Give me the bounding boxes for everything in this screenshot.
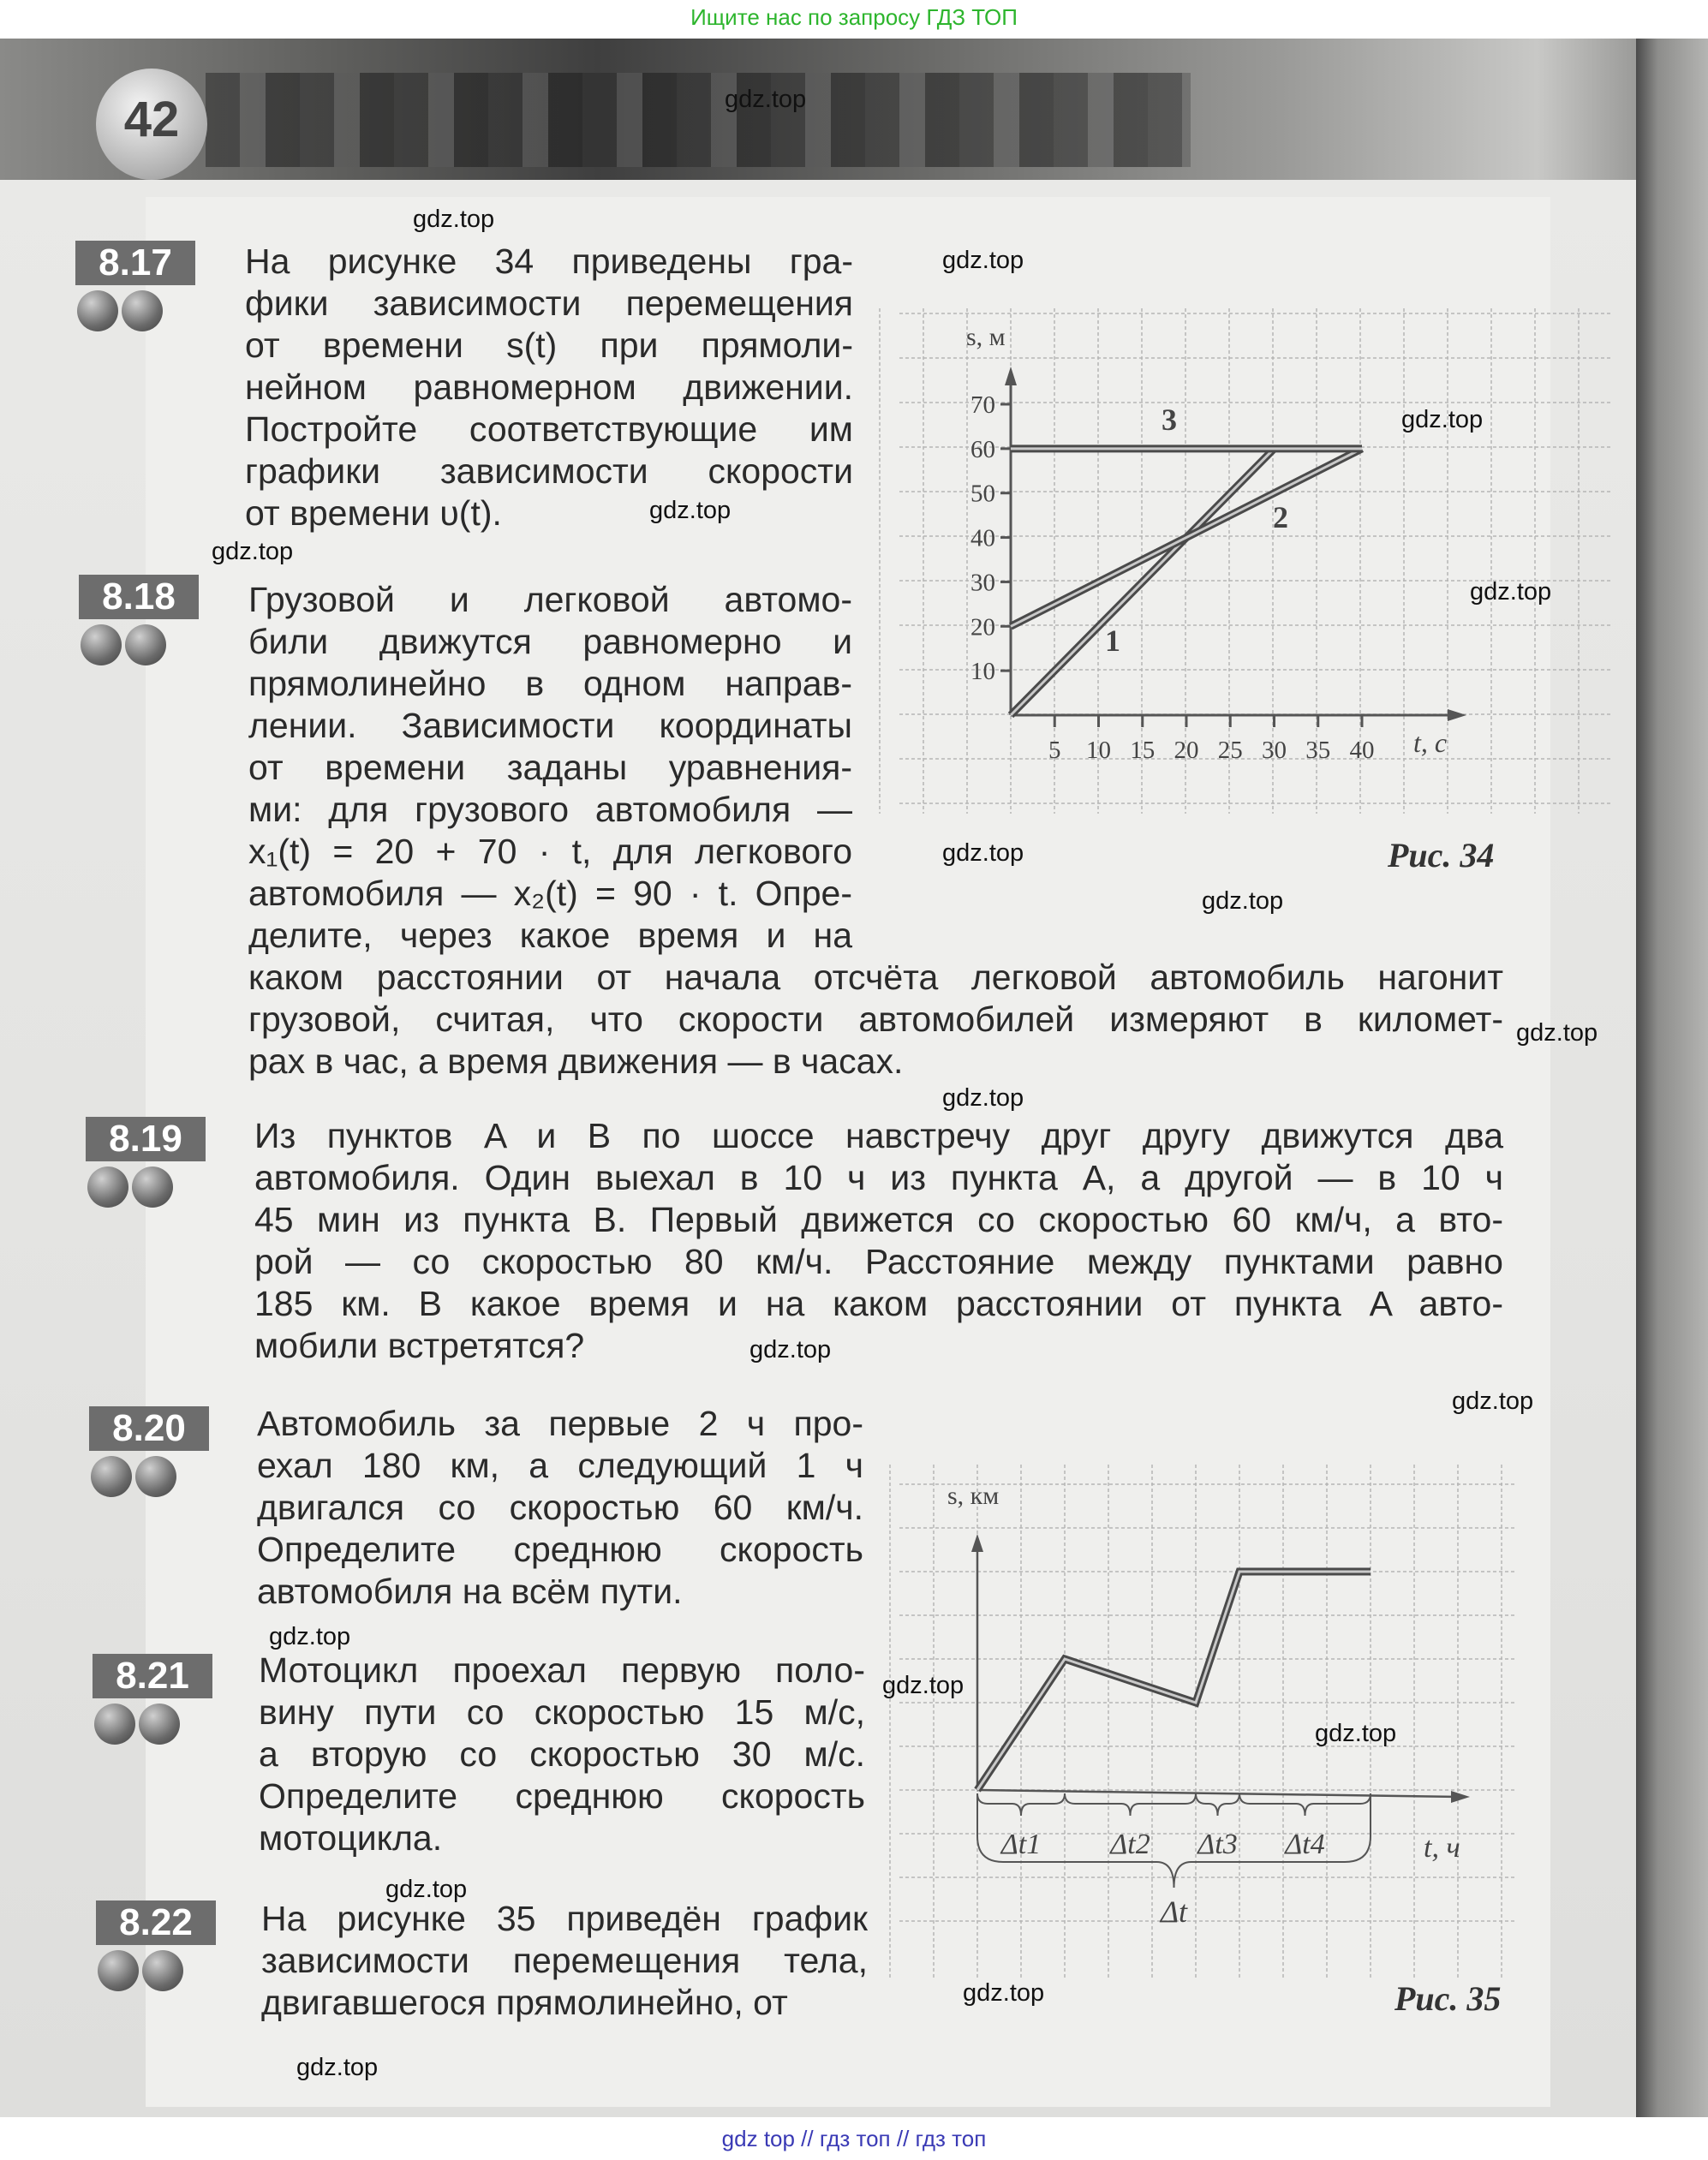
text-line: 185 км. В какое время и на каком расстоянии от пункта A авто- <box>254 1284 1503 1323</box>
watermark-link[interactable]: gdz.top <box>1470 578 1552 606</box>
text-line: лении. Зависимости координаты <box>248 706 852 745</box>
displacement-line <box>977 1572 1371 1790</box>
interval-label: Δt3 <box>1197 1829 1238 1860</box>
text-line: от времени υ(t). <box>245 493 502 533</box>
y-tick-label: 40 <box>970 524 995 552</box>
x-axis-arrow-icon <box>1448 709 1466 721</box>
series-2-line-inner <box>1011 449 1362 626</box>
text-line: автомобиля на всём пути. <box>257 1572 683 1611</box>
page-number: 42 <box>96 69 207 180</box>
watermark-link[interactable]: gdz.top <box>942 839 1024 867</box>
interval-brace <box>1065 1793 1196 1816</box>
series-label: 1 <box>1105 624 1120 658</box>
watermark-link[interactable]: gdz.top <box>649 497 732 524</box>
displacement-line-inner <box>977 1572 1371 1790</box>
text-line: Определите среднюю скорость <box>257 1530 863 1569</box>
figure-35-caption: Рис. 35 <box>1394 1979 1502 2018</box>
text-line: рах в час, а время движения — в часах. <box>248 1041 904 1081</box>
x-tick-label: 15 <box>1130 737 1156 764</box>
y-axis-arrow-icon <box>1005 367 1017 385</box>
y-tick-label: 70 <box>970 391 995 419</box>
interval-label: Δt1 <box>1000 1829 1042 1860</box>
watermark-link[interactable]: gdz.top <box>1516 1019 1598 1047</box>
watermark-link[interactable]: gdz.top <box>212 538 294 565</box>
x-tick-label: 30 <box>1262 737 1287 764</box>
x-tick-label: 20 <box>1174 737 1199 764</box>
text-line: а вторую со скоростью 30 м/с. <box>259 1734 865 1774</box>
x-tick-label: 10 <box>1086 737 1111 764</box>
watermark-link[interactable]: gdz.top <box>269 1623 351 1650</box>
watermark-link[interactable]: gdz.top <box>749 1336 832 1363</box>
watermark-link[interactable]: gdz.top <box>1315 1720 1397 1747</box>
watermark-link[interactable]: gdz.top <box>882 1672 964 1699</box>
problem-number: 8.19 <box>86 1117 206 1161</box>
y-axis-label: s, км <box>947 1482 1000 1510</box>
problem-number: 8.20 <box>89 1406 209 1451</box>
figure-34-caption: Рис. 34 <box>1388 836 1495 874</box>
x-tick-label: 5 <box>1048 737 1061 764</box>
text-line: Из пунктов A и B по шоссе навстречу друг другу движутся два <box>254 1116 1503 1155</box>
text-line: рой — со скоростью 80 км/ч. Расстояние между пунктами равно <box>254 1242 1503 1281</box>
text-line: грузовой, считая, что скорости автомобилей измеряют в километ- <box>248 999 1503 1039</box>
text-line: автомобиля — x₂(t) = 90 · t. Опре- <box>248 874 852 913</box>
watermark-link[interactable]: gdz.top <box>942 247 1024 274</box>
watermark-link[interactable]: gdz.top <box>1452 1387 1534 1415</box>
watermark-link[interactable]: gdz.top <box>963 1979 1045 2007</box>
x-axis-label: t, ч <box>1424 1832 1460 1864</box>
text-line: автомобиля. Один выехал в 10 ч из пункта A, а другой — в 10 ч <box>254 1158 1503 1197</box>
watermark-link[interactable]: gdz.top <box>1202 887 1284 915</box>
problem-number: 8.18 <box>79 575 199 619</box>
watermark-link[interactable]: gdz.top <box>296 2054 379 2081</box>
text-line: вину пути со скоростью 15 м/с, <box>259 1692 865 1732</box>
text-line: Мотоцикл проехал первую поло- <box>259 1650 865 1690</box>
text-line: делите, через какое время и на <box>248 916 852 955</box>
text-line: фики зависимости перемещения <box>245 283 853 323</box>
x-tick-label: 35 <box>1305 737 1331 764</box>
text-line: от времени s(t) при прямоли- <box>245 325 853 365</box>
y-axis-label: s, м <box>966 323 1006 351</box>
series-label: 2 <box>1273 500 1288 534</box>
text-line: двигавшегося прямолинейно, от <box>261 1983 788 2022</box>
y-axis-arrow-icon <box>971 1534 983 1552</box>
text-line: графики зависимости скорости <box>245 451 853 491</box>
watermark-link[interactable]: gdz.top <box>1401 406 1484 433</box>
text-line: На рисунке 35 приведён график <box>261 1899 868 1938</box>
text-line: каком расстоянии от начала отсчёта легковой автомобиль нагонит <box>248 958 1503 997</box>
problem-number: 8.21 <box>93 1654 212 1698</box>
y-tick-label: 20 <box>970 613 995 641</box>
x-axis <box>977 1790 1460 1797</box>
interval-brace <box>1196 1793 1239 1816</box>
interval-label: Δt2 <box>1110 1829 1150 1860</box>
text-line: x₁(t) = 20 + 70 · t, для легкового <box>248 832 852 871</box>
text-line: двигался со скоростью 60 км/ч. <box>257 1488 863 1527</box>
watermark-link[interactable]: gdz.top <box>413 206 495 233</box>
text-line: Грузовой и легковой автомо- <box>248 580 852 619</box>
watermark-link[interactable]: gdz.top <box>725 86 807 113</box>
problem-number: 8.17 <box>75 241 195 285</box>
text-line: мотоцикла. <box>259 1818 443 1858</box>
problem-number: 8.22 <box>96 1900 216 1945</box>
total-interval-label: Δt <box>1160 1894 1188 1929</box>
text-line: Автомобиль за первые 2 ч про- <box>257 1404 863 1443</box>
series-label: 3 <box>1162 403 1177 437</box>
y-tick-label: 50 <box>970 480 995 508</box>
text-line: Постройте соответствующие им <box>245 409 853 449</box>
y-tick-label: 30 <box>970 569 995 597</box>
text-line: зависимости перемещения тела, <box>261 1941 868 1980</box>
x-axis-arrow-icon <box>1451 1791 1470 1803</box>
top-banner: Ищите нас по запросу ГДЗ ТОП <box>0 0 1708 39</box>
text-line: ми: для грузового автомобиля — <box>248 790 852 829</box>
text-line: ехал 180 км, а следующий 1 ч <box>257 1446 863 1485</box>
watermark-link[interactable]: gdz.top <box>942 1084 1024 1112</box>
watermark-link[interactable]: gdz.top <box>385 1876 468 1903</box>
text-line: На рисунке 34 приведены гра- <box>245 242 853 281</box>
y-tick-label: 60 <box>970 435 995 463</box>
text-line: нейном равномерном движении. <box>245 367 853 407</box>
text-line: прямолинейно в одном направ- <box>248 664 852 703</box>
text-line: от времени заданы уравнения- <box>248 748 852 787</box>
x-axis-label: t, с <box>1413 727 1448 758</box>
x-tick-label: 40 <box>1349 737 1375 764</box>
text-line: Определите среднюю скорость <box>259 1776 865 1816</box>
text-line: мобили встретятся? <box>254 1326 585 1365</box>
y-tick-label: 10 <box>970 658 995 686</box>
interval-brace <box>1239 1793 1371 1816</box>
text-line: 45 мин из пункта B. Первый движется со скоростью 60 км/ч, а вто- <box>254 1200 1503 1239</box>
text-line: били движутся равномерно и <box>248 622 852 661</box>
x-tick-label: 25 <box>1217 737 1243 764</box>
footer-links[interactable]: gdz top // гдз топ // гдз топ <box>0 2117 1708 2157</box>
interval-label: Δt4 <box>1285 1829 1325 1860</box>
